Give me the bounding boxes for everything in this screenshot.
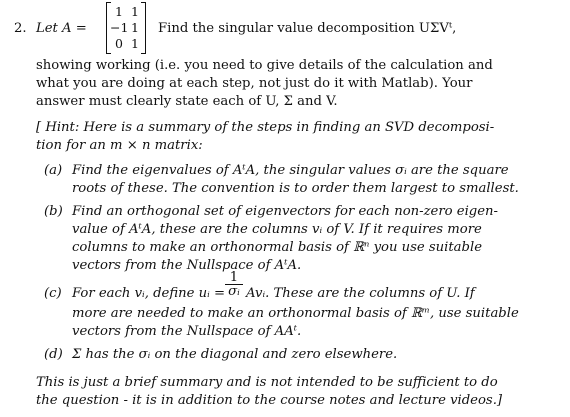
- step-c-line: more are needed to make an orthonormal basis of ℝᵐ, use suitable: [72, 306, 519, 321]
- matrix-cell: 1: [131, 4, 139, 19]
- matrix-cell: 1: [115, 4, 123, 19]
- step-a-label: (a): [44, 163, 63, 178]
- hint-line: tion for an m × n matrix:: [36, 138, 203, 153]
- let-a-label: Let A =: [36, 21, 87, 36]
- fraction-numerator: 1: [225, 272, 243, 285]
- step-d-label: (d): [44, 347, 63, 362]
- matrix-cell: 1: [131, 20, 139, 35]
- step-c-line: vectors from the Nullspace of AAᵗ.: [72, 324, 302, 339]
- step-c-label: (c): [44, 286, 62, 301]
- fraction-denominator: σᵢ: [228, 284, 240, 299]
- matrix-cell: 1: [131, 36, 139, 51]
- matrix-cell: 0: [115, 36, 123, 51]
- hint-line: [ Hint: Here is a summary of the steps in finding an SVD decomposi-: [36, 120, 495, 135]
- step-b-line: value of AᵗA, these are the columns vᵢ of V. If it requires more: [72, 222, 482, 237]
- step-b-line: vectors from the Nullspace of AᵗA.: [72, 258, 302, 273]
- matrix-cell: −1: [110, 20, 129, 35]
- step-c-definition-rest: Avᵢ. These are the columns of U. If: [246, 286, 475, 301]
- question-text: Find the singular value decomposition UΣVᵗ,: [158, 21, 457, 36]
- step-c-definition: For each vᵢ, define uᵢ =: [72, 286, 226, 301]
- problem-line: answer must clearly state each of U, Σ and V.: [36, 94, 338, 109]
- step-b-line: columns to make an orthonormal basis of ℝⁿ you use suitable: [72, 240, 483, 255]
- problem-number: 2.: [14, 21, 27, 36]
- problem-line: what you are doing at each step, not just do it with Matlab). Your: [36, 76, 473, 91]
- step-d-text: Σ has the σᵢ on the diagonal and zero elsewhere.: [72, 347, 398, 362]
- step-a-line: roots of these. The convention is to order them largest to smallest.: [72, 181, 519, 196]
- problem-line: showing working (i.e. you need to give details of the calculation and: [36, 58, 493, 73]
- step-b-label: (b): [44, 204, 63, 219]
- closing-line: the question - it is in addition to the course notes and lecture videos.]: [36, 393, 503, 408]
- fraction-one-over-sigma: [225, 272, 243, 298]
- closing-line: This is just a brief summary and is not intended to be sufficient to do: [36, 375, 498, 390]
- matrix-a: [106, 2, 146, 54]
- step-a-line: Find the eigenvalues of AᵗA, the singular values σᵢ are the square: [72, 163, 509, 178]
- step-b-line: Find an orthogonal set of eigenvectors for each non-zero eigen-: [72, 204, 498, 219]
